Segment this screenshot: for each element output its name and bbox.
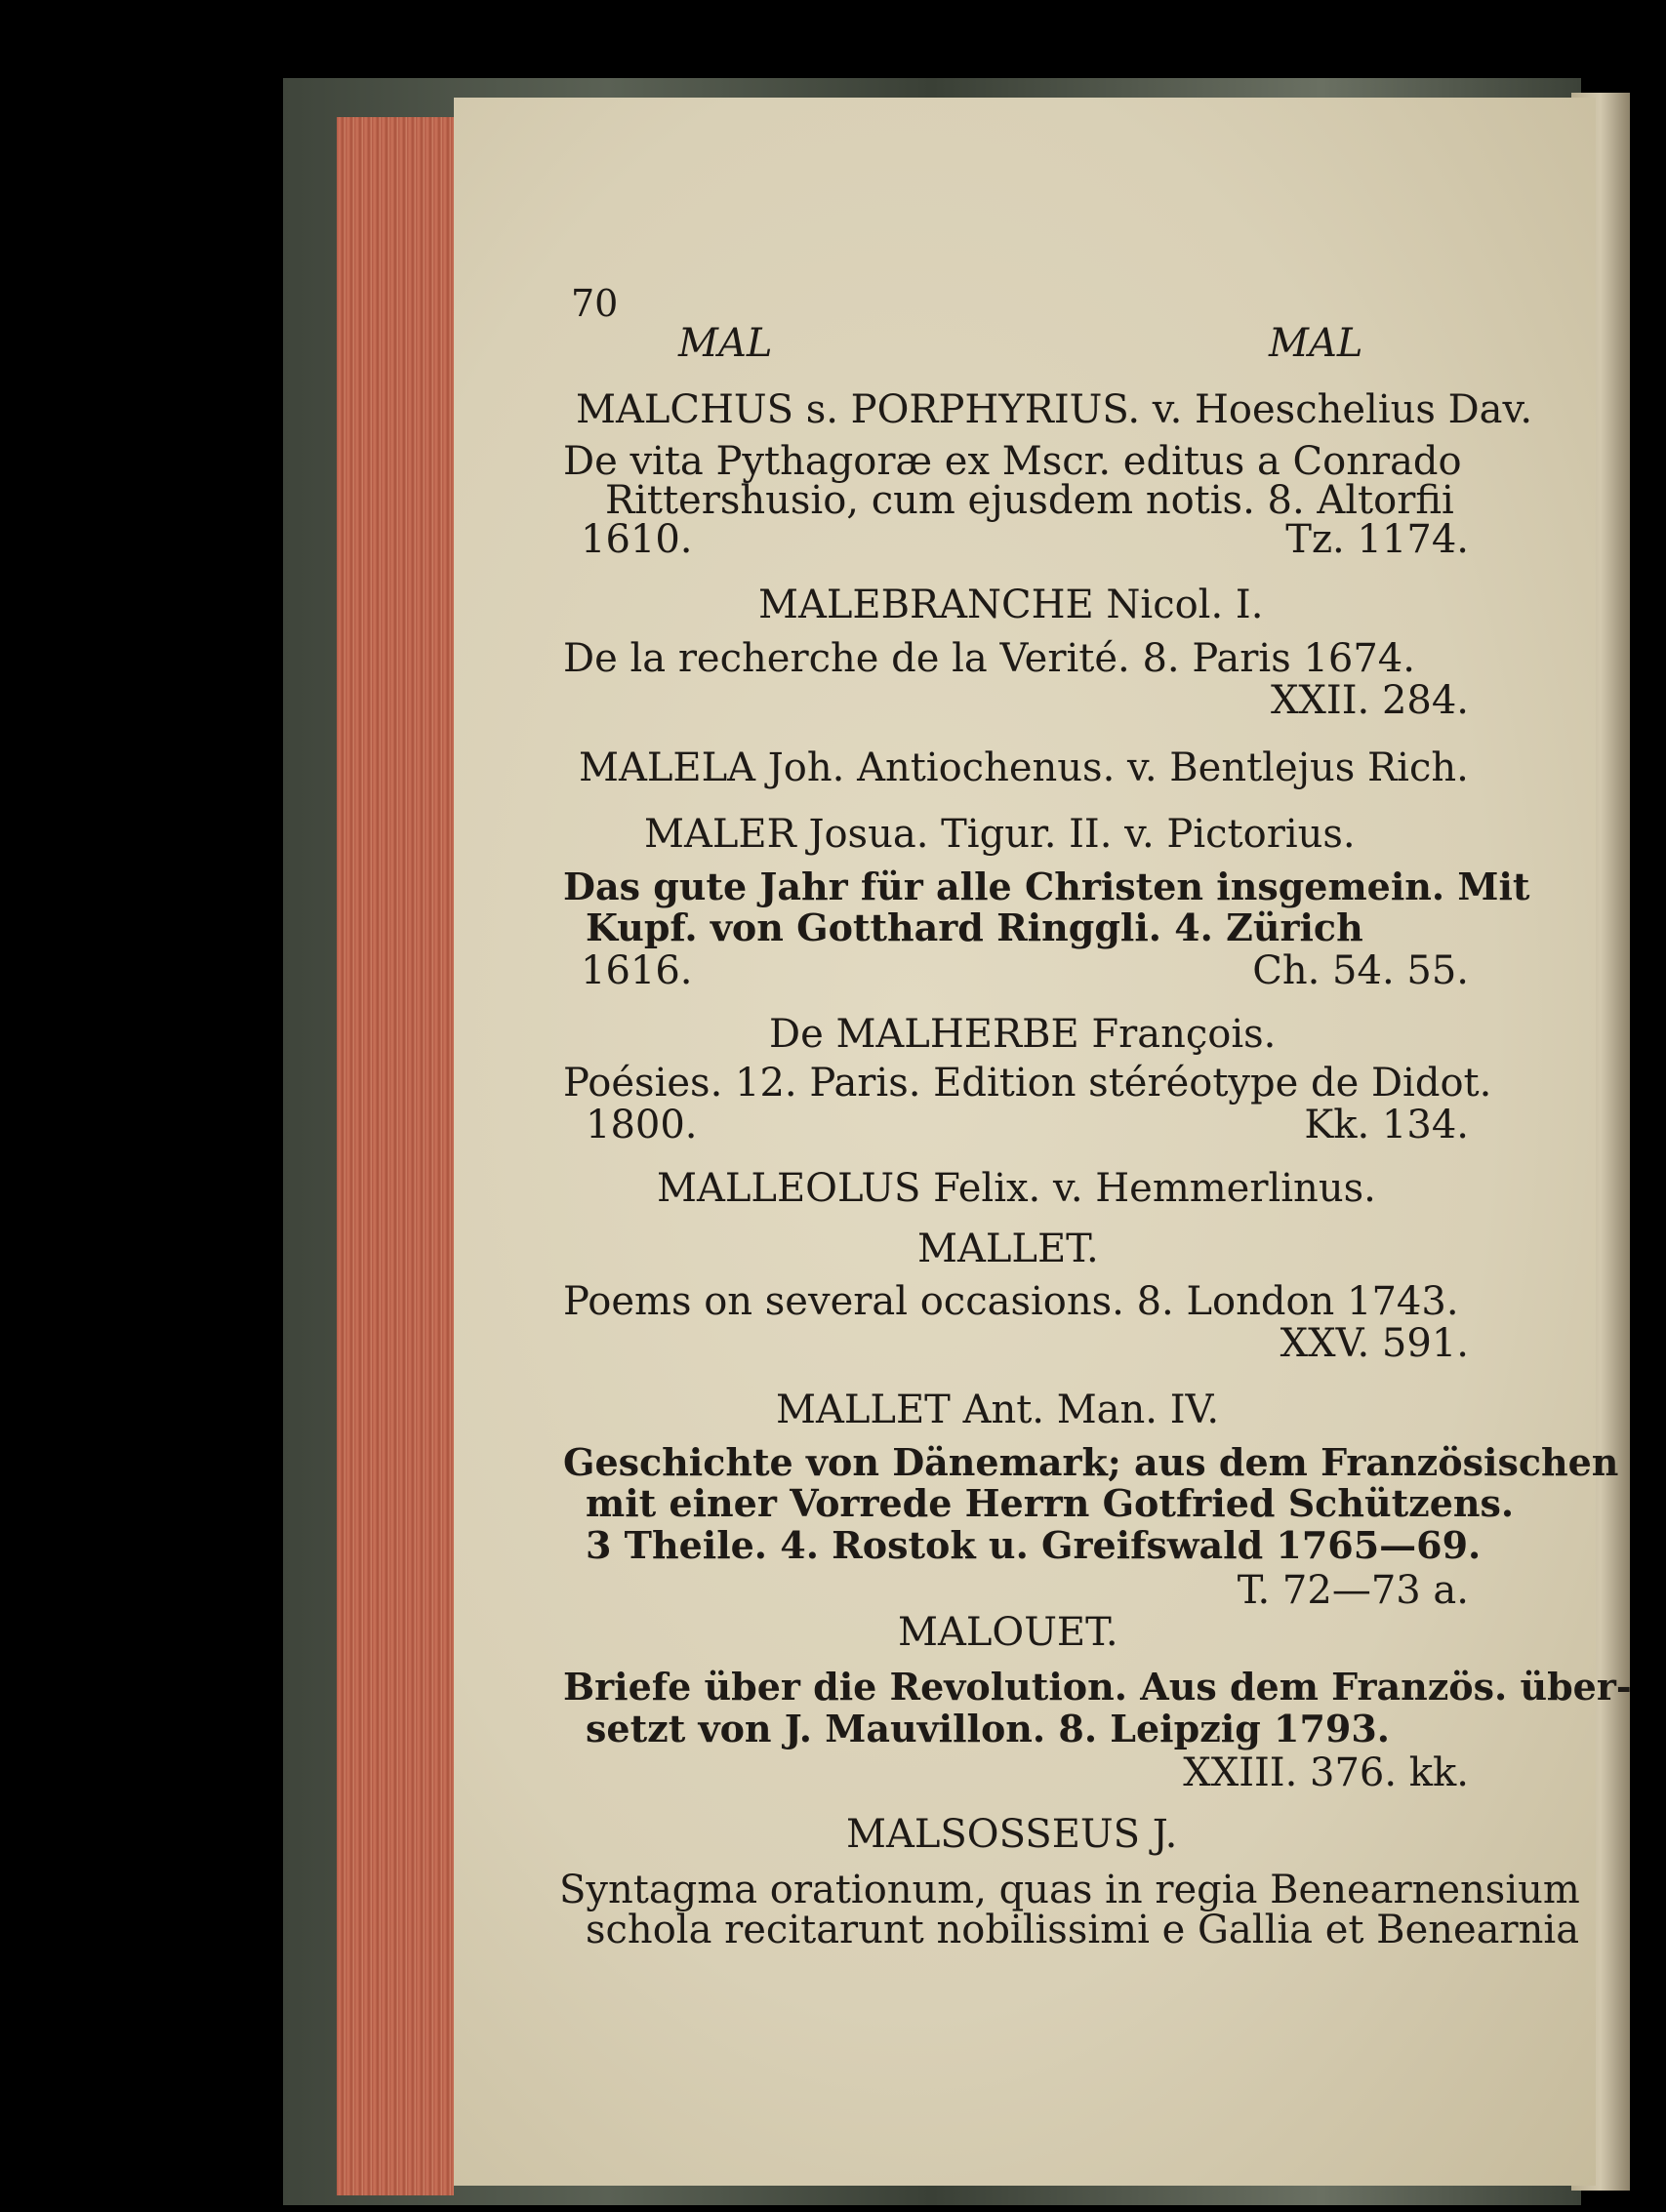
entry-heading: MALLEOLUS Felix. v. Hemmerlinus.	[657, 1166, 1376, 1211]
entry-heading: MALLET.	[917, 1227, 1099, 1271]
entry-heading: MALCHUS s. PORPHYRIUS. v. Hoeschelius Dav.	[576, 387, 1533, 432]
entry-heading: MALSOSSEUS J.	[846, 1812, 1178, 1857]
entry-line: setzt von J. Mauvillon. 8. Leipzig 1793.	[586, 1707, 1390, 1750]
entry-line: schola recitarunt nobilissimi e Gallia et Benearnia	[586, 1908, 1580, 1952]
entry-line: 1800.	[586, 1103, 698, 1147]
entry-line: De la recherche de la Verité. 8. Paris 1674.	[563, 636, 1415, 681]
page-number: 70	[571, 282, 619, 325]
entry-line: 3 Theile. 4. Rostok u. Greifswald 1765—69.	[586, 1523, 1482, 1567]
entry-heading: De MALHERBE François.	[769, 1012, 1277, 1057]
entry-line: 1616.	[581, 948, 693, 993]
entry-line: mit einer Vorrede Herrn Gotfried Schützens.	[586, 1481, 1515, 1525]
entry-heading: MALELA Joh. Antiochenus. v. Bentlejus Rich.	[579, 745, 1469, 790]
entry-reference: Ch. 54. 55.	[1252, 948, 1469, 993]
entry-reference: XXV. 591.	[1280, 1321, 1469, 1366]
entry-line: Briefe über die Revolution. Aus dem Französ. über-	[563, 1665, 1632, 1709]
entry-line: Poésies. 12. Paris. Edition stéréotype de Didot.	[563, 1061, 1492, 1106]
entry-heading: MALLET Ant. Man. IV.	[776, 1388, 1220, 1432]
entry-heading: MALER Josua. Tigur. II. v. Pictorius.	[644, 812, 1356, 857]
running-head-right: MAL	[1269, 321, 1363, 366]
entry-line: Syntagma orationum, quas in regia Benearnensium	[559, 1868, 1580, 1912]
entry-reference: T. 72—73 a.	[1237, 1568, 1469, 1613]
book-page	[454, 98, 1632, 2186]
entry-line: Geschichte von Dänemark; aus dem Französischen	[563, 1440, 1619, 1484]
entry-line: Das gute Jahr für alle Christen insgemein. Mit	[563, 865, 1530, 908]
entry-line: Poems on several occasions. 8. London 1743.	[563, 1279, 1459, 1324]
entry-reference: XXII. 284.	[1270, 678, 1469, 723]
running-head-left: MAL	[678, 321, 773, 366]
entry-line: 1610.	[581, 517, 693, 562]
entry-reference: Tz. 1174.	[1285, 517, 1469, 562]
entry-reference: XXIII. 376. kk.	[1183, 1750, 1469, 1795]
entry-line: Kupf. von Gotthard Ringgli. 4. Zürich	[586, 905, 1363, 949]
entry-reference: Kk. 134.	[1304, 1103, 1469, 1147]
entry-heading: MALEBRANCHE Nicol. I.	[758, 583, 1264, 627]
entry-heading: MALOUET.	[898, 1610, 1118, 1655]
page-edges	[337, 117, 454, 2195]
entry-line: De vita Pythagoræ ex Mscr. editus a Conrado	[563, 439, 1462, 484]
entry-line: Rittershusio, cum ejusdem notis. 8. Altorfii	[605, 478, 1454, 523]
